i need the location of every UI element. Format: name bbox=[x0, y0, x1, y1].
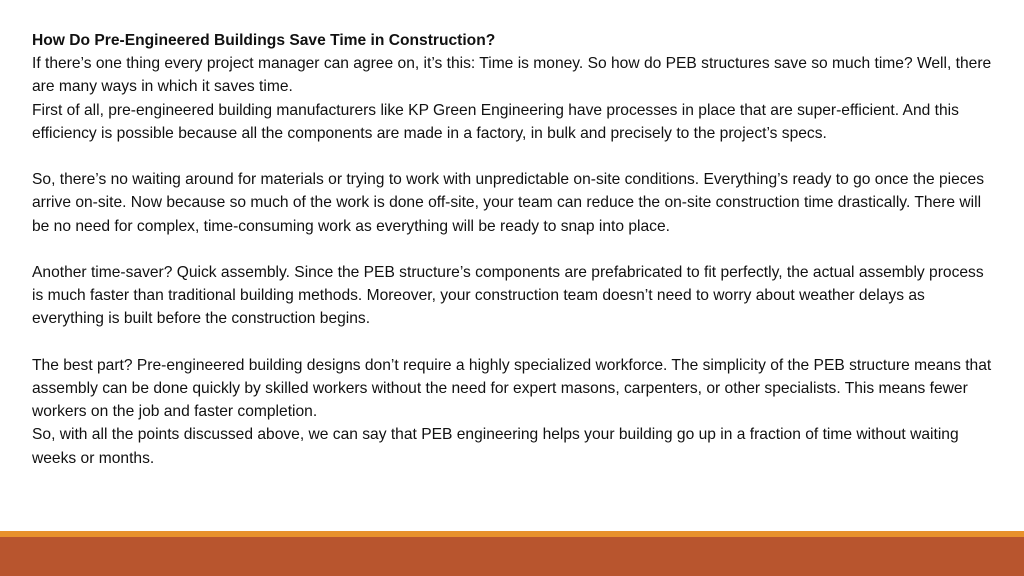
slide-body bbox=[32, 29, 997, 470]
page-title: How Do Pre-Engineered Buildings Save Time in Construction? bbox=[32, 32, 496, 49]
paragraph-intro: If there’s one thing every project manager can agree on, it’s this: Time is money. So how do PEB structures save so much time? Well, there are many ways in which it saves time. bbox=[32, 55, 992, 96]
paragraph-assembly: Another time-saver? Quick assembly. Since the PEB structure’s components are prefabricated to fit perfectly, the actual assembly process is much faster than traditional building methods. Moreover, your construction team doesn’t need to worry about weather delays as everything is built before the construction begins. bbox=[32, 264, 984, 328]
paragraph-spacer bbox=[32, 238, 997, 261]
paragraph-conclusion: So, with all the points discussed above, we can say that PEB engineering helps your building go up in a fraction of time without waiting weeks or months. bbox=[32, 426, 959, 467]
paragraph-spacer bbox=[32, 331, 997, 354]
paragraph-workforce: The best part? Pre-engineered building designs don’t require a highly specialized workforce. The simplicity of the PEB structure means that assembly can be done quickly by skilled workers without the need for expert masons, carpenters, or other specialists. This means fewer workers on the job and faster completion. bbox=[32, 356, 992, 421]
paragraph-offsite: So, there’s no waiting around for materials or trying to work with unpredictable on-site conditions. Everything’s ready to go once the pieces arrive on-site. Now because so much of the work is done off-site, your team can reduce the on-site construction time drastically. There will be no need for complex, time-consuming work as everything will be ready to snap into place. bbox=[32, 171, 985, 235]
paragraph-spacer bbox=[32, 145, 997, 168]
paragraph-manufacturers: First of all, pre-engineered building manufacturers like KP Green Engineering have processes in place that are super-efficient. And this efficiency is possible because all the components are made in a factory, in bulk and precisely to the project’s specs. bbox=[32, 101, 959, 142]
footer-band bbox=[0, 537, 1024, 576]
